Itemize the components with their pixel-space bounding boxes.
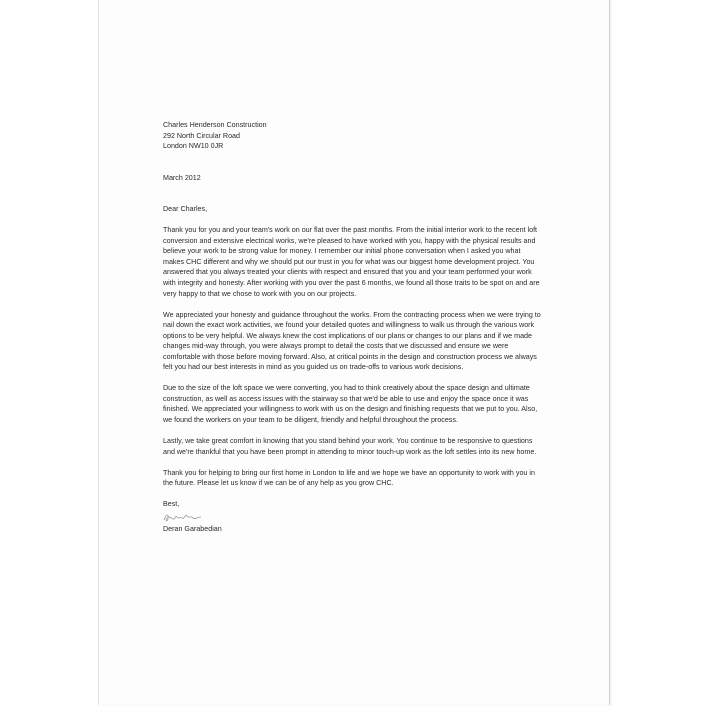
paragraph-1: Thank you for you and your team's work on our flat over the past months. From the initial interior work to the recent loft conversion and extensive electrical works, we're pleased to have worked with you, happy with the physical results and believe your work to be strong value for money. I remember our initial phone conversation when I asked you what makes CHC different and why we should put our trust in you for what was our biggest home development project. You answered that you always treated your clients with respect and ensured that you and your team performed your work with integrity and honesty. After working with you over the past 6 months, we found all those traits to be spot on and are very happy to that we chose to work with you on our projects. (163, 226, 540, 298)
paragraph-4: Lastly, we take great comfort in knowing that you stand behind your work. You continue to be responsive to questions and we're thankful that you have been prompt in attending to minor touch-up work as the loft settles into its new home. (163, 437, 537, 456)
salutation: Dear Charles, (163, 205, 208, 214)
letter-date: March 2012 (163, 173, 201, 182)
paragraph-3: Due to the size of the loft space we were converting, you had to think creatively about the space design and ultimate construction, as well as access issues with the stairway so that we'd be able to use and enjoy the space once it was finished. We appreciated your willingness to work with us on the design and finishing requests that we put to you. Also, we found the workers on your team to be diligent, friendly and helpful throughout the process. (163, 384, 538, 424)
paragraph-5: Thank you for helping to bring our first home in London to life and we hope we have an opportunity to work with you in the future. Please let us know if we can be of any help as you grow CHC. (163, 468, 535, 488)
paragraph-2: We appreciated your honesty and guidance throughout the works. From the contracting process when we were trying to nail down the exact work activities, we found your detailed quotes and willingness to walk us through the various work options to be very helpful. We always knew the cost implications of our plans or changes to our plans and if we made changes mid-way through, you were always prompt to detail the costs that we discussed and ensure we were comfortable with those before moving forward. Also, at critical points in the design and construction process we always felt you had our best interests in mind as you guided us on trade-offs to various work decisions. (163, 310, 541, 372)
address-line-1: 292 North Circular Road (163, 131, 240, 140)
letter-body (163, 120, 541, 534)
recipient-name: Charles Henderson Construction (163, 121, 267, 129)
signer-name: Deran Garabedian (163, 524, 222, 533)
closing: Best, (163, 500, 180, 509)
handwritten-signature (163, 511, 203, 524)
address-line-2: London NW10 0JR (163, 142, 224, 151)
recipient-address (163, 120, 541, 152)
